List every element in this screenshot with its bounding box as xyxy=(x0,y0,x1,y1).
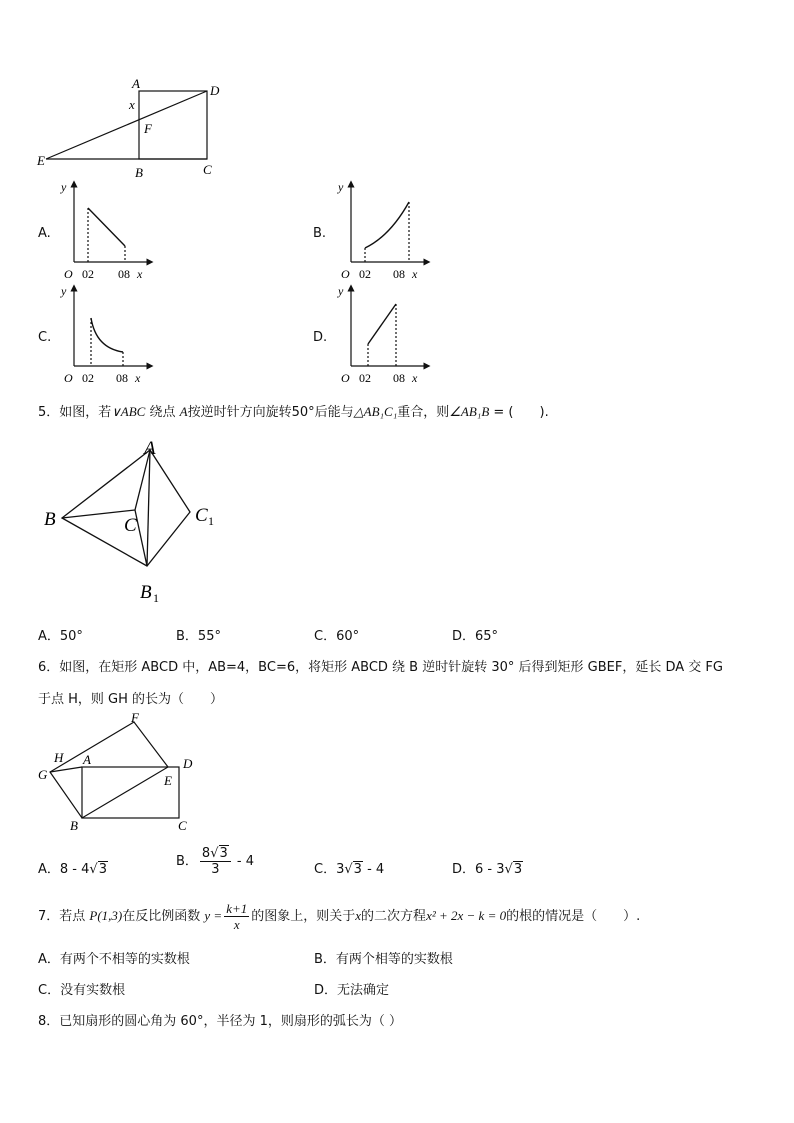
tick-02: 02 xyxy=(82,267,94,281)
tick-08: 08 xyxy=(393,371,405,385)
origin-label: O xyxy=(64,267,73,281)
graph-b-curve xyxy=(365,202,409,248)
q7-fraction: $\frac{k+1}{x}$ xyxy=(226,901,248,932)
q5-figure xyxy=(40,436,230,611)
axis-x-label: x xyxy=(135,371,141,385)
tick-08: 08 xyxy=(393,267,405,281)
q5-text-d: 重合，则 xyxy=(397,405,450,420)
q5-text-c: 后能与 xyxy=(314,405,354,420)
q6-label-g: G xyxy=(38,767,48,782)
graph-d-curve xyxy=(368,304,396,344)
origin-label: O xyxy=(341,371,350,385)
q7-option-b[interactable]: B．有两个相等的实数根 xyxy=(314,952,453,967)
q5-number: 5．如图，若 xyxy=(38,405,112,420)
q5-stem xyxy=(38,401,549,420)
tick-08: 08 xyxy=(116,371,128,385)
axis-x-label: x xyxy=(137,267,143,281)
graph-a-curve xyxy=(88,208,125,246)
graph-option-d-label[interactable]: D. xyxy=(313,330,328,345)
graph-option-c xyxy=(58,282,158,388)
q6-label-d: D xyxy=(183,756,193,771)
q6-label-e: E xyxy=(164,773,172,788)
q5-text-e: = ( ). xyxy=(489,405,549,420)
axis-y-label: y xyxy=(338,284,344,298)
q8-stem: 8．已知扇形的圆心角为 60°，半径为 1，则扇形的弧长为（ ） xyxy=(38,1014,402,1029)
q6-option-b[interactable]: B． $\frac{8√3}{3}$ - 4 xyxy=(176,846,255,877)
graph-option-c-label[interactable]: C. xyxy=(38,330,52,345)
label-b: B xyxy=(135,165,143,180)
q7-option-a[interactable]: A．有两个不相等的实数根 xyxy=(38,952,190,967)
q5-label-b: B xyxy=(44,509,56,530)
axis-y-label: y xyxy=(61,180,67,194)
label-e: E xyxy=(37,153,45,168)
q7-option-c[interactable]: C．没有实数根 xyxy=(38,983,126,998)
q7-equation: x² + 2x − k = 0 xyxy=(426,908,507,923)
q5-label-b1: B xyxy=(140,582,152,603)
q5-label-c1-sub: 1 xyxy=(208,514,214,528)
q5-angle: ∠AB₁B xyxy=(449,404,490,419)
q5-label-a: A xyxy=(144,438,156,459)
q5-text-a: 绕点 xyxy=(145,405,180,420)
q6-option-c[interactable]: C．3√3 - 4 xyxy=(314,862,385,877)
q6-figure xyxy=(34,710,204,835)
q6-label-f: F xyxy=(131,710,139,725)
q7-y: y = xyxy=(204,908,223,923)
q7-point: P(1,3) xyxy=(89,908,123,923)
q5-option-c[interactable]: C．60° xyxy=(314,629,360,644)
q5-option-b[interactable]: B．55° xyxy=(176,629,221,644)
q6-label-b: B xyxy=(70,818,78,833)
graph-option-a-label[interactable]: A. xyxy=(38,226,51,241)
tick-02: 02 xyxy=(359,267,371,281)
q6-label-c: C xyxy=(178,818,187,833)
q5-label-b1-sub: 1 xyxy=(153,591,159,605)
q6-option-a[interactable]: A．8 - 4√3 xyxy=(38,862,107,877)
graph-option-a xyxy=(58,178,158,284)
q6-stem-line-2: 于点 H，则 GH 的长为（ ） xyxy=(38,692,224,707)
top-rectangle-figure xyxy=(30,76,230,181)
label-c: C xyxy=(203,162,212,177)
q6-option-d[interactable]: D．6 - 3√3 xyxy=(452,862,523,877)
label-a: A xyxy=(132,76,140,91)
q6-label-h: H xyxy=(54,750,64,765)
q5-option-d[interactable]: D．65° xyxy=(452,629,499,644)
q5-label-c: C xyxy=(124,515,137,536)
graph-option-d xyxy=(335,282,435,388)
q5-text-b: 按逆时针方向旋转 xyxy=(187,405,292,420)
graph-option-b-label[interactable]: B. xyxy=(313,226,327,241)
q5-triangle: ∨ABC xyxy=(111,404,146,419)
tick-02: 02 xyxy=(82,371,94,385)
axis-y-label: y xyxy=(61,284,67,298)
axis-x-label: x xyxy=(412,267,418,281)
q7-stem: 7．若点 P(1,3)在反比例函数 y = $\frac{k+1}{x}$ 的图象上，则关于x的二次方程x² + 2x − k = 0的根的情况是（ ）. xyxy=(38,901,641,932)
q5-point: A xyxy=(179,404,188,419)
q6-label-a: A xyxy=(83,752,91,767)
q7-option-d[interactable]: D．无法确定 xyxy=(314,983,390,998)
q6-stem-line-1: 6．如图，在矩形 ABCD 中，AB=4，BC=6，将矩形 ABCD 绕 B 逆时针旋转 30° 后得到矩形 GBEF，延长 DA 交 FG xyxy=(38,660,723,675)
graph-option-b xyxy=(335,178,435,284)
line-ed xyxy=(46,91,207,159)
q5-label-c1: C xyxy=(195,505,208,526)
label-f: F xyxy=(144,121,152,136)
label-x: x xyxy=(129,97,135,112)
q5-triangle-2: △AB₁C₁ xyxy=(353,404,398,419)
q5-option-a[interactable]: A．50° xyxy=(38,629,83,644)
axis-y-label: y xyxy=(338,180,344,194)
origin-label: O xyxy=(64,371,73,385)
origin-label: O xyxy=(341,267,350,281)
axis-x-label: x xyxy=(412,371,418,385)
graph-c-curve xyxy=(91,318,123,352)
q5-degree: 50° xyxy=(291,405,315,420)
q6-option-b-fraction: $\frac{8√3}{3}$ xyxy=(200,846,231,877)
label-d: D xyxy=(210,83,220,98)
tick-02: 02 xyxy=(359,371,371,385)
tick-08: 08 xyxy=(118,267,130,281)
